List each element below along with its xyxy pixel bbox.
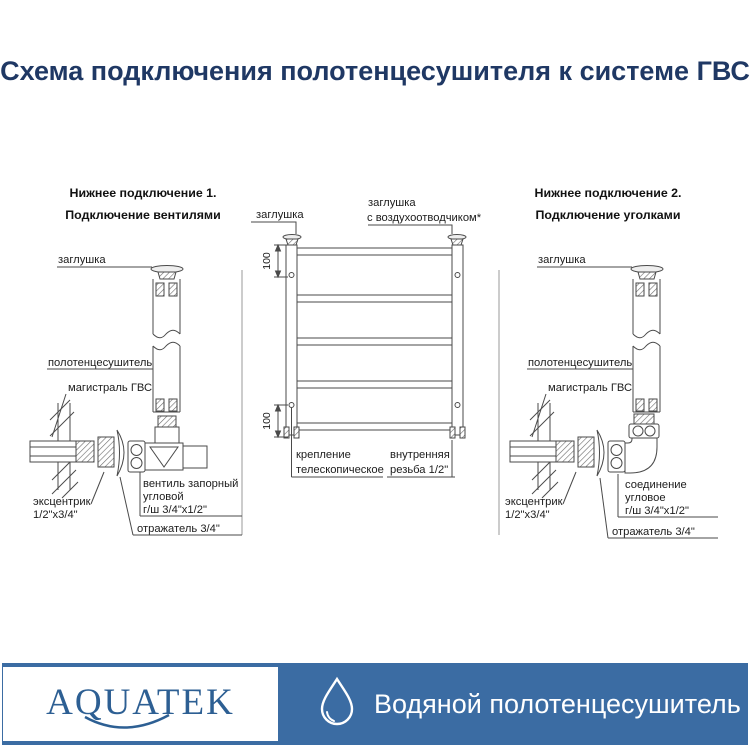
right-elbow-label-2: угловое [625,492,666,504]
right-reflector-label: отражатель 3/4" [612,526,695,538]
dimension-top [261,245,288,277]
angle-valve-icon [128,416,207,472]
center-cap-left-label: заглушка [256,209,304,221]
supply-pipe [510,441,574,462]
towel-pipe-right-panel [633,279,660,412]
right-elbow-label-1: соединение [625,479,687,491]
reflector-icon [117,430,124,476]
supply-pipe [30,441,94,462]
right-eccentric-label-1: эксцентрик [505,496,563,508]
diagram-left [30,186,242,535]
left-valve-label-3: г/ш 3/4"х1/2" [143,504,207,516]
cap-icon [631,266,663,280]
right-heading-1: Нижнее подключение 2. [534,186,682,200]
connection-diagrams [0,180,750,565]
eccentric-icon [578,437,594,467]
towel-pipe-left-panel [153,279,180,412]
towel-rail-drawing [283,235,466,439]
dim-top-value: 100 [261,252,273,270]
center-cap-right-label-2: с воздухоотводчиком* [367,212,482,224]
right-elbow-label-3: г/ш 3/4"х1/2" [625,505,689,517]
right-mainline-label: магистраль ГВС [548,382,633,394]
left-mainline-label: магистраль ГВС [68,382,153,394]
center-thread-label-2: резьба 1/2" [390,464,449,476]
page-title: Схема подключения полотенцесушителя к системе ГВС [0,56,750,86]
left-heading-1: Нижнее подключение 1. [69,186,217,200]
center-thread-label-1: внутренняя [390,449,450,461]
left-reflector-label: отражатель 3/4" [137,523,220,535]
elbow-icon [608,414,659,473]
right-heading-2: Подключение уголками [535,208,681,222]
diagram-right [505,186,718,538]
footer-bar [2,663,748,745]
right-eccentric-label-2: 1/2"х3/4" [505,509,550,521]
left-towelrail-label: полотенцесушитель [48,357,153,369]
water-drop-icon [314,673,360,735]
brand-logo-box [3,667,278,741]
center-mount-label-1: крепление [296,449,351,461]
left-eccentric-label-1: эксцентрик [33,496,91,508]
left-eccentric-label-2: 1/2"х3/4" [33,509,78,521]
left-heading-2: Подключение вентилями [65,208,221,222]
brand-logo-text: AQUATEK [46,682,235,723]
product-label: Водяной полотенцесушитель [374,688,741,719]
eccentric-icon [98,437,114,467]
left-valve-label-1: вентиль запорный [143,478,239,490]
center-cap-right-label-1: заглушка [368,197,416,209]
diagram-center [251,197,482,477]
right-cap-label: заглушка [538,254,586,266]
left-valve-label-2: угловой [143,491,184,503]
dim-bottom-value: 100 [261,412,273,430]
right-towelrail-label: полотенцесушитель [528,357,633,369]
center-mount-label-2: телескопическое [296,464,384,476]
reflector-icon [597,430,604,476]
left-cap-label: заглушка [58,254,106,266]
cap-icon [151,266,183,280]
